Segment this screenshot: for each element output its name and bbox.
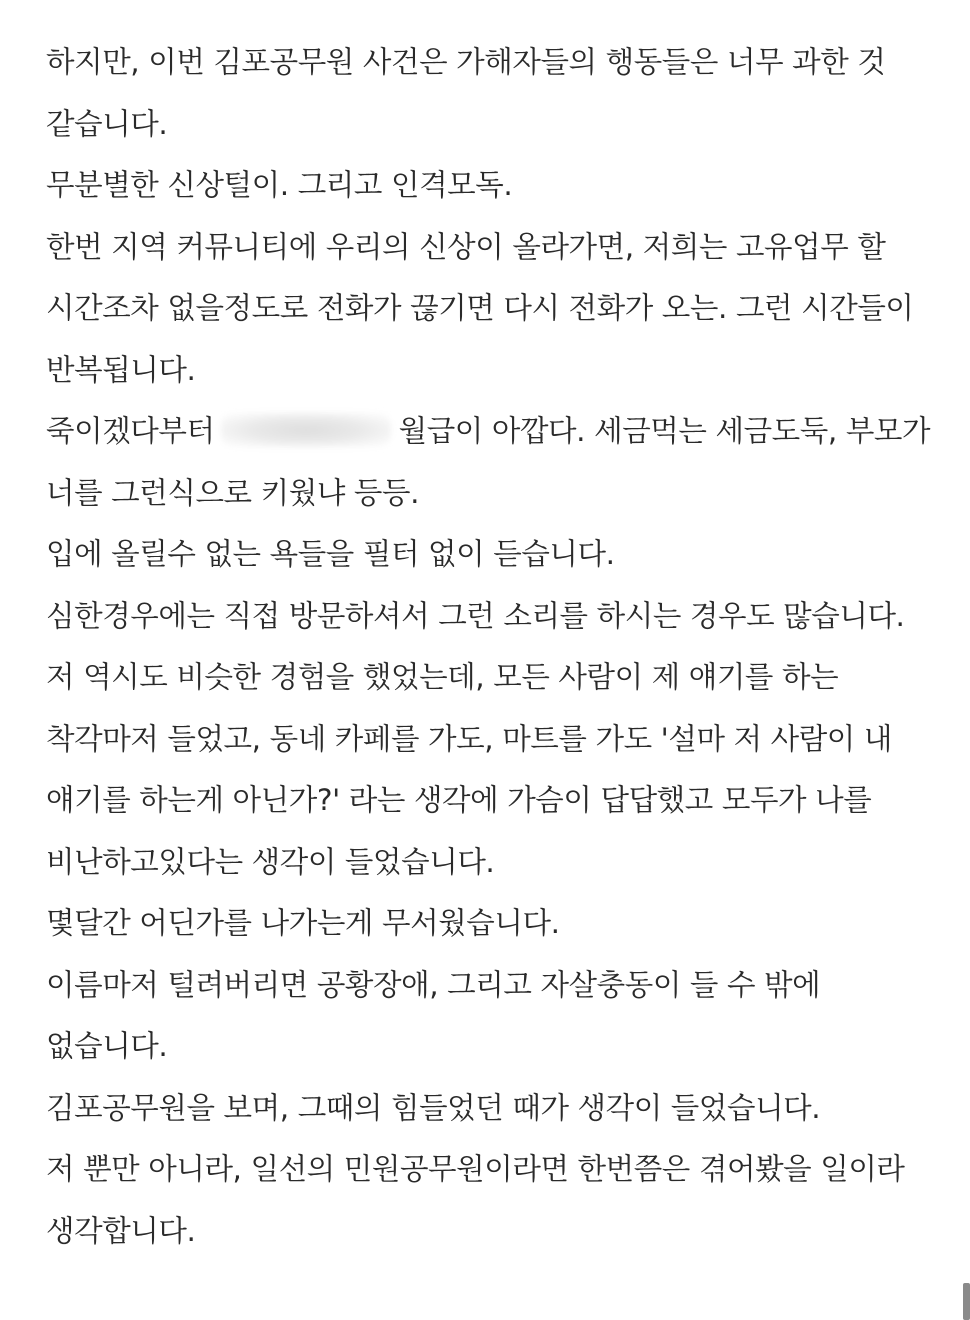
text-line: 같습니다. bbox=[46, 106, 168, 141]
text-line: 얘기를 하는게 아닌가?' 라는 생각에 가슴이 답답했고 모두가 나를 bbox=[46, 783, 872, 817]
blurred-redaction bbox=[221, 413, 391, 447]
text-line: 저 뿐만 아니라, 일선의 민원공무원이라면 한번쯤은 겪어봤을 일이라 bbox=[46, 1152, 905, 1186]
text-line: 없습니다. bbox=[46, 1029, 168, 1063]
text-line: 몇달간 어딘가를 나가는게 무서웠습니다. bbox=[46, 906, 560, 940]
scrollbar-thumb[interactable] bbox=[963, 1283, 970, 1320]
text-line: 한번 지역 커뮤니티에 우리의 신상이 올라가면, 저희는 고유업무 할 bbox=[46, 229, 886, 264]
text-before-redaction: 죽이겠다부터 bbox=[46, 414, 215, 448]
text-line: 비난하고있다는 생각이 들었습니다. bbox=[46, 844, 495, 879]
text-line: 하지만, 이번 김포공무원 사건은 가해자들의 행동들은 너무 과한 것 bbox=[46, 45, 886, 79]
text-after-redaction: 월급이 아깝다. 세금먹는 세금도둑, 부모가 bbox=[398, 414, 931, 448]
text-line-with-redaction bbox=[46, 401, 948, 463]
text-line: 착각마저 들었고, 동네 카페를 가도, 마트를 가도 '설마 저 사람이 내 bbox=[46, 721, 892, 756]
text-line: 반복됩니다. bbox=[46, 352, 196, 387]
text-line: 입에 올릴수 없는 욕들을 필터 없이 듣습니다. bbox=[46, 537, 615, 571]
text-line: 시간조차 없을정도로 전화가 끊기면 다시 전화가 오는. 그런 시간들이 bbox=[46, 291, 914, 325]
text-line: 심한경우에는 직접 방문하셔서 그런 소리를 하시는 경우도 많습니다. bbox=[46, 598, 905, 633]
text-line: 김포공무원을 보며, 그때의 힘들었던 때가 생각이 들었습니다. bbox=[46, 1090, 821, 1125]
text-line: 저 역시도 비슷한 경험을 했었는데, 모든 사람이 제 얘기를 하는 bbox=[46, 660, 839, 694]
text-line: 생각합니다. bbox=[46, 1213, 196, 1248]
text-line: 이름마저 털려버리면 공황장애, 그리고 자살충동이 들 수 밖에 bbox=[46, 967, 821, 1002]
text-line: 너를 그런식으로 키웠냐 등등. bbox=[46, 475, 420, 510]
text-line: 무분별한 신상털이. 그리고 인격모독. bbox=[46, 168, 513, 202]
